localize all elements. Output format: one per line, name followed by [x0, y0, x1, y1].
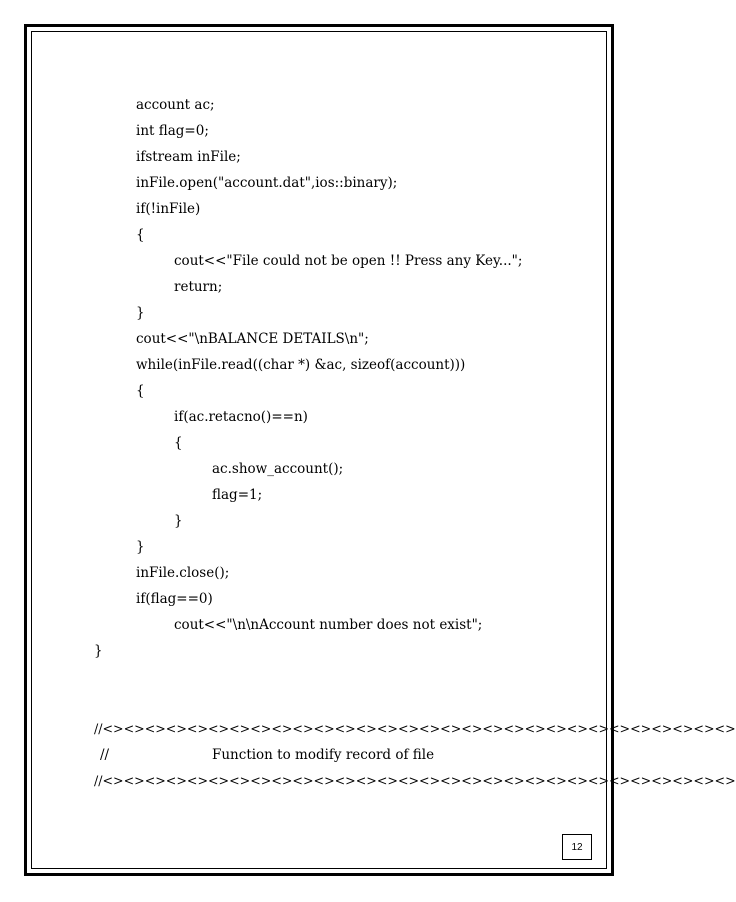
code-line: }	[136, 539, 145, 555]
code-line: }	[174, 513, 183, 529]
code-line: }	[136, 305, 145, 321]
code-line: if(ac.retacno()==n)	[174, 409, 308, 425]
code-line: ac.show_account();	[212, 461, 344, 477]
code-line: {	[174, 435, 183, 451]
code-line: return;	[174, 279, 223, 295]
code-line: flag=1;	[212, 487, 263, 503]
code-line: if(!inFile)	[136, 201, 201, 217]
code-line: if(flag==0)	[136, 591, 213, 607]
comment-separator-bottom: //<><><><><><><><><><><><><><><><><><><><><><><><><><><><><><>	[94, 773, 736, 788]
code-line: {	[136, 227, 145, 243]
code-line: while(inFile.read((char *) &ac, sizeof(account)))	[136, 357, 466, 373]
comment-separator-top: //<><><><><><><><><><><><><><><><><><><><><><><><><><><><><><>	[94, 721, 736, 736]
code-line: cout<<"\nBALANCE DETAILS\n";	[136, 331, 369, 347]
code-line: {	[136, 383, 145, 399]
code-line: cout<<"File could not be open !! Press any Key...";	[174, 253, 523, 269]
code-line: }	[94, 643, 103, 659]
code-line: ifstream inFile;	[136, 149, 241, 165]
code-line: cout<<"\n\nAccount number does not exist";	[174, 617, 483, 633]
page-number: 12	[562, 834, 592, 860]
comment-text: Function to modify record of file	[212, 747, 435, 763]
comment-slashes: //	[100, 747, 110, 763]
code-line: inFile.open("account.dat",ios::binary);	[136, 175, 398, 191]
code-line: account ac;	[136, 97, 215, 113]
code-line: inFile.close();	[136, 565, 230, 581]
code-line: int flag=0;	[136, 123, 209, 139]
